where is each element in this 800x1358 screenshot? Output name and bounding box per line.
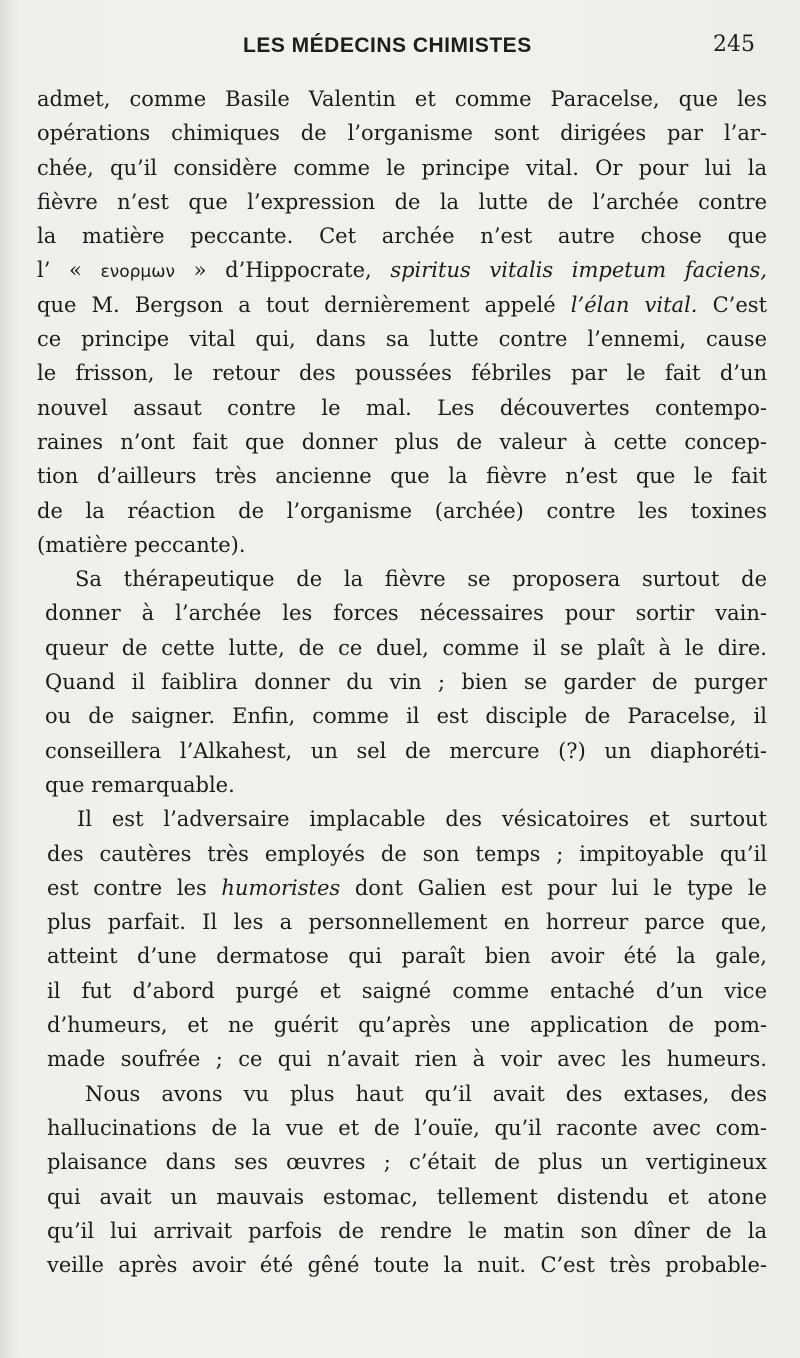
text-line [37, 288, 767, 322]
text-line [37, 253, 767, 287]
text-line: made soufrée ; ce qui n’avait rien à voir avec les humeurs. [47, 1047, 767, 1072]
text-line: que remarquable. [45, 772, 235, 797]
text-line: nouvel assaut contre le mal. Les découvertes contempo- [37, 395, 767, 420]
text-line: d’humeurs, et ne guérit qu’après une application de pom- [47, 1013, 767, 1038]
text-line: conseillera l’Alkahest, un sel de mercure (?) un diaphoréti- [45, 738, 767, 763]
text-segment: » d’Hippocrate, [174, 258, 391, 283]
text-line: raines n’ont fait que donner plus de valeur à cette concep- [37, 429, 767, 454]
italic-phrase: spiritus vitalis impetum faciens, [390, 258, 768, 283]
text-segment: que M. Bergson a tout dernièrement appelé [37, 292, 571, 317]
text-line: ce principe vital qui, dans sa lutte contre l’ennemi, cause [37, 327, 767, 352]
text-line: queur de cette lutte, de ce duel, comme il se plaît à le dire. [45, 635, 767, 660]
text-line: des cautères très employés de son temps ; impitoyable qu’il [47, 841, 767, 866]
text-line: hallucinations de la vue et de l’ouïe, qu’il raconte avec com- [47, 1115, 767, 1140]
text-line: donner à l’archée les forces nécessaires pour sortir vain- [45, 601, 767, 626]
text-line: il fut d’abord purgé et saigné comme entaché d’un vice [47, 978, 767, 1003]
text-line: plaisance dans ses œuvres ; c’était de plus un vertigineux [47, 1150, 767, 1175]
text-line: chée, qu’il considère comme le principe vital. Or pour lui la [37, 155, 767, 180]
text-line: (matière peccante). [37, 532, 246, 557]
italic-phrase: l’élan vital. [570, 292, 698, 317]
text-line: le frisson, le retour des poussées fébriles par le fait d’un [37, 361, 767, 386]
text-line: plus parfait. Il les a personnellement en horreur parce que, [47, 910, 767, 935]
text-segment: est contre les [47, 875, 222, 900]
text-line: la matière peccante. Cet archée n’est autre chose que [37, 224, 767, 249]
text-segment: l’ « [37, 258, 101, 283]
text-line: Il est l’adversaire implacable des vésicatoires et surtout [77, 807, 767, 832]
paragraph-1 [37, 82, 767, 562]
text-line: qui avait un mauvais estomac, tellement distendu et atone [47, 1184, 767, 1209]
text-line: atteint d’une dermatose qui paraît bien avoir été la gale, [47, 944, 767, 969]
text-line: tion d’ailleurs très ancienne que la fièvre n’est que le fait [37, 464, 767, 489]
greek-word: ενορμων [100, 262, 175, 283]
text-segment: C’est [697, 292, 768, 317]
text-line: Quand il faiblira donner du vin ; bien se garder de purger [45, 670, 767, 695]
body-text [37, 82, 767, 1282]
paragraph-3 [47, 802, 767, 1076]
italic-phrase: humoristes [221, 875, 341, 900]
text-line: fièvre n’est que l’expression de la lutte de l’archée contre [37, 189, 767, 214]
paragraph-2 [45, 562, 767, 802]
text-line [47, 871, 767, 905]
text-line: Sa thérapeutique de la fièvre se proposera surtout de [75, 567, 767, 592]
page-number: 245 [713, 32, 755, 57]
text-line: veille après avoir été gêné toute la nuit. C’est très probable- [47, 1253, 767, 1278]
text-line: Nous avons vu plus haut qu’il avait des extases, des [85, 1081, 767, 1106]
page-header [0, 30, 800, 60]
text-line: admet, comme Basile Valentin et comme Paracelse, que les [37, 87, 767, 111]
text-segment: dont Galien est pour lui le type le [340, 875, 767, 900]
text-line: de la réaction de l’organisme (archée) contre les toxines [37, 498, 767, 523]
text-line: opérations chimiques de l’organisme sont dirigées par l’ar- [37, 121, 767, 146]
text-line: qu’il lui arrivait parfois de rendre le matin son dîner de la [47, 1218, 767, 1243]
paragraph-4 [47, 1077, 767, 1283]
text-line: ou de saigner. Enfin, comme il est disciple de Paracelse, il [45, 704, 767, 729]
running-head: LES MÉDECINS CHIMISTES [243, 34, 532, 57]
